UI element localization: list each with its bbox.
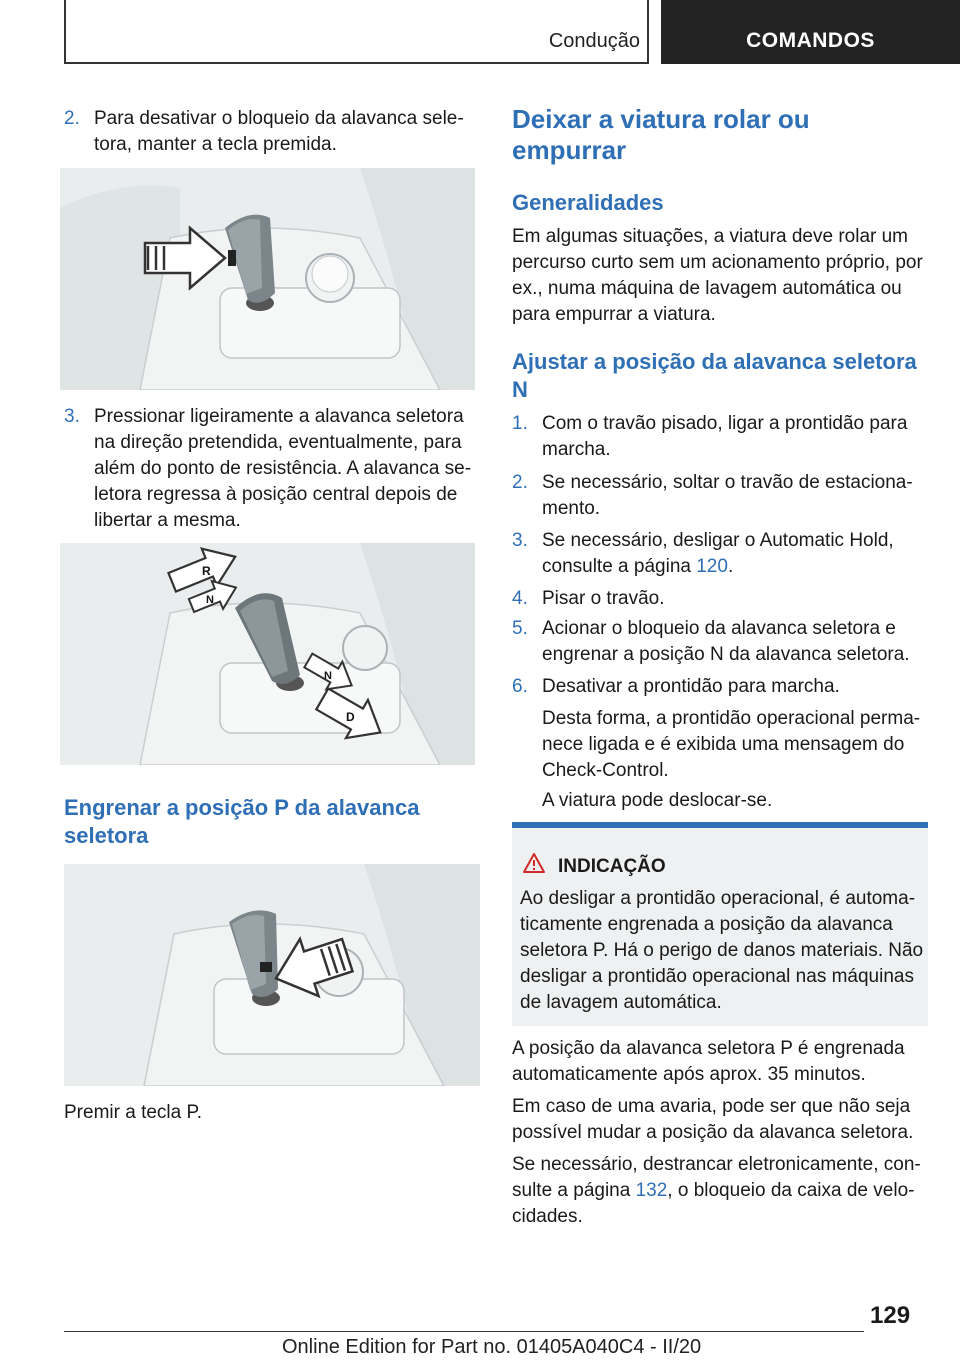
notice-text: Ao desligar a prontidão operacional, é automaticamente engrenada a posição da alavanca seletora P. Há o perigo de danos materiais. Não desligar a prontidão operacional nas máquinas de lavagem automática. [520,888,924,1013]
selector-lever-park-illustration [64,864,480,1086]
step-3 [64,404,476,534]
n-step-2 [512,470,928,522]
warning-triangle-icon [522,852,546,874]
header-left-rule [64,0,66,64]
step-6-result: A viatura pode deslocar-se. [542,790,773,811]
figure-selector-lever-park [64,864,480,1086]
heading-generalidades: Generalidades [512,190,664,215]
section-title: Deixar a viatura rolar ou empurrar [512,104,810,165]
header-section-title: Condução [548,30,640,52]
step-number: 6. [512,676,528,697]
notice-box [512,822,928,1026]
arrow-label-n-up: N [206,594,214,606]
step-number: 4. [512,588,528,609]
step-text: Com o travão pisado, ligar a prontidão para marcha. [542,413,908,460]
n-step-5 [512,616,928,668]
header-bottom-rule [64,62,649,64]
step-number: 2. [64,108,80,129]
fault-paragraph: Em caso de uma avaria, pode ser que não seja possível mudar a posição da alavanca seletora. [512,1096,914,1143]
instruction-press-p: Premir a tecla P. [64,1102,202,1123]
figure-selector-lever-unlock [60,168,475,390]
n-step-4 [512,586,928,612]
heading-engage-p: Engrenar a posição P da alavanca seletora [64,795,420,848]
step-text: Acionar o bloqueio da alavanca seletora e engrenar a posição N da alavanca seletora. [542,618,910,665]
step-text: Desativar a prontidão para marcha. [542,676,840,697]
selector-lever-positions-illustration [60,543,475,765]
page-link-132[interactable]: 132 [635,1180,668,1201]
step-text-part: Se necessário, desligar o Automatic Hold, consulte a página [542,530,894,577]
step-number: 1. [512,413,528,434]
header-chapter-tab[interactable]: COMANDOS [661,0,960,64]
header-divider [647,0,649,64]
step-number: 2. [512,472,528,493]
arrow-label-r: R [202,564,211,578]
generalidades-text: Em algumas situações, a viatura deve rolar um percurso curto sem um acionamento próprio, por ex., numa máquina de lavagem automática ou para empurrar a viatura. [512,226,923,325]
step-number: 3. [512,530,528,551]
n-step-3 [512,528,928,580]
step-text-part: . [727,556,734,577]
footer-edition: Online Edition for Part no. 01405A040C4 - II/20 [282,1336,702,1358]
step-6-note: Desta forma, a prontidão operacional permanece ligada e é exibida uma mensagem do Check-Control. [542,708,921,781]
paragraph-text-part: Se necessário, destrancar eletronicamente, consulte a página [512,1154,921,1201]
figure-selector-lever-positions [60,543,475,765]
step-2 [64,106,464,158]
heading-ajustar-n: Ajustar a posição da alavanca seletora N [512,349,917,402]
step-number: 5. [512,618,528,639]
unlock-paragraph [512,1152,928,1230]
selector-lever-illustration [60,168,475,390]
n-step-1 [512,411,928,463]
step-text: Para desativar o bloqueio da alavanca seletora, manter a tecla premida. [94,108,464,155]
footer-rule [64,1331,864,1332]
step-number: 3. [64,406,80,427]
paragraph-text-part: , o bloqueio da caixa de velocidades. [512,1180,915,1227]
arrow-label-d: D [346,710,355,724]
step-text: Pisar o travão. [542,588,665,609]
auto-park-paragraph: A posição da alavanca seletora P é engrenada automaticamente após aprox. 35 minutos. [512,1038,905,1085]
notice-title-text: INDICAÇÃO [558,856,666,877]
step-text: Pressionar ligeiramente a alavanca seletora na direção pretendida, eventualmente, para além do ponto de resistência. A alavanca seletora regressa à posição central depois de libertar a mesma. [94,406,472,531]
step-text: Se necessário, soltar o travão de estacionamento. [542,472,913,519]
notice-title [558,856,666,878]
page-link-120[interactable]: 120 [696,556,728,577]
page-number: 129 [870,1302,911,1329]
arrow-label-n-down: N [324,670,332,682]
step-text [542,528,928,580]
n-step-6 [512,674,928,700]
